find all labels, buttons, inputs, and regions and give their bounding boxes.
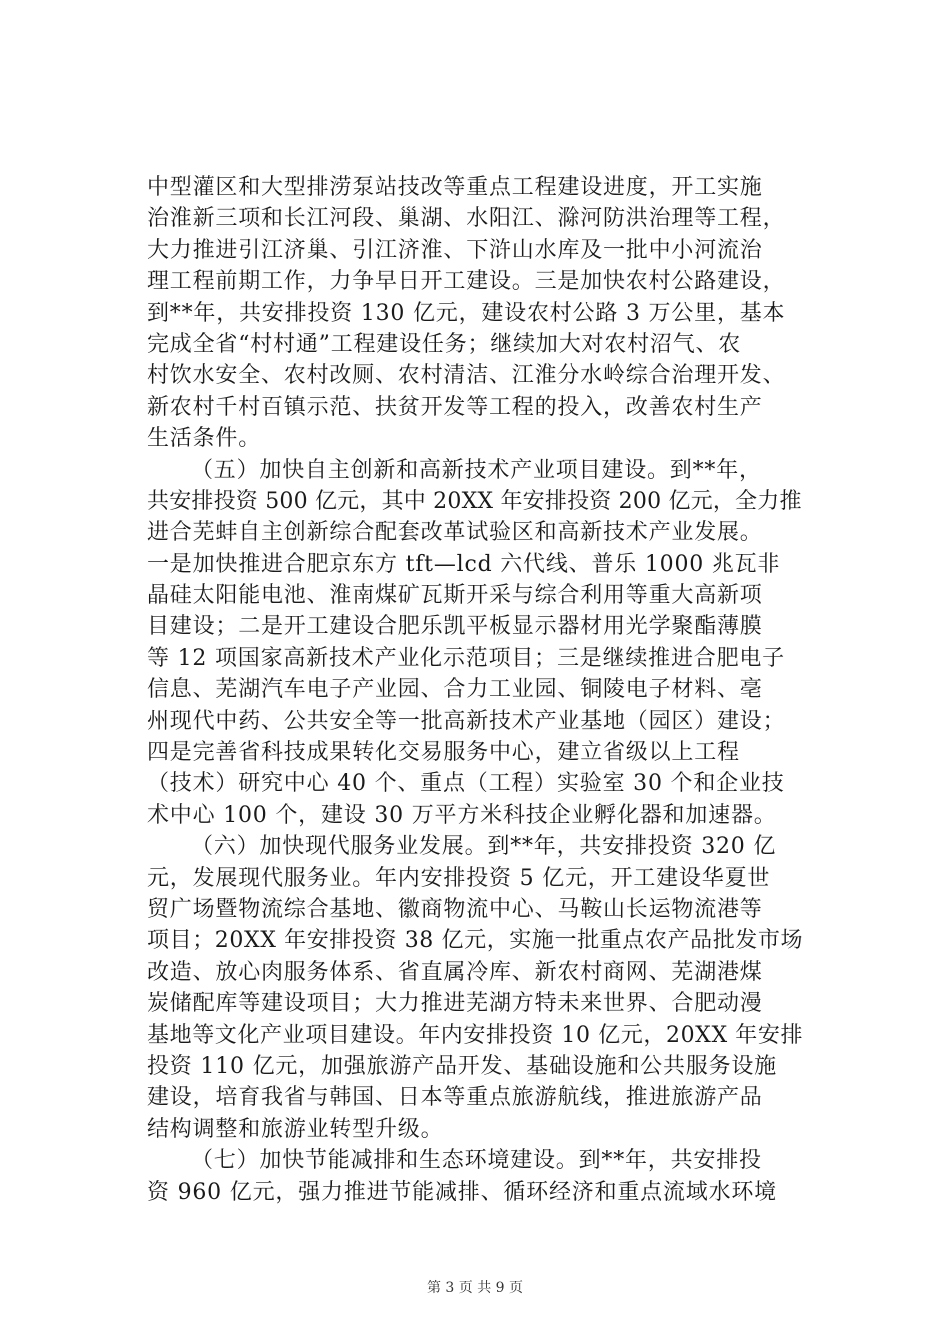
- text-line: 等 12 项国家高新技术产业化示范项目；三是继续推进合肥电子: [147, 645, 785, 671]
- text-line: 治淮新三项和长江河段、巢湖、水阳江、滁河防洪治理等工程，: [147, 206, 786, 232]
- text-line: 进合芜蚌自主创新综合配套改革试验区和高新技术产业发展。: [147, 520, 763, 546]
- text-line: 基地等文化产业项目建设。年内安排投资 10 亿元，20XX 年安排: [147, 1022, 804, 1048]
- paragraph-first-line: （六）加快现代服务业发展。到**年，共安排投资 320 亿: [191, 834, 777, 860]
- text-line: 建设，培育我省与韩国、日本等重点旅游航线，推进旅游产品: [147, 1085, 763, 1111]
- text-line: 目建设；二是开工建设合肥乐凯平板显示器材用光学聚酯薄膜: [147, 614, 763, 640]
- text-line: 四是完善省科技成果转化交易服务中心，建立省级以上工程: [147, 740, 740, 766]
- text-line: 元，发展现代服务业。年内安排投资 5 亿元，开工建设华夏世: [147, 865, 771, 891]
- document-body: [147, 172, 807, 1208]
- text-line: 共安排投资 500 亿元，其中 20XX 年安排投资 200 亿元，全力推: [147, 488, 802, 514]
- text-line: 贸广场暨物流综合基地、徽商物流中心、马鞍山长运物流港等: [147, 896, 763, 922]
- text-line: 晶硅太阳能电池、淮南煤矿瓦斯开采与综合利用等重大高新项: [147, 583, 763, 609]
- text-line: 炭储配库等建设项目；大力推进芜湖方特未来世界、合肥动漫: [147, 991, 763, 1017]
- text-line: 到**年，共安排投资 130 亿元，建设农村公路 3 万公里，基本: [147, 300, 786, 326]
- text-line: 州现代中药、公共安全等一批高新技术产业基地（园区）建设；: [147, 708, 786, 734]
- paragraph-first-line: （五）加快自主创新和高新技术产业项目建设。到**年，: [191, 457, 762, 483]
- text-line: 一是加快推进合肥京东方 tft—lcd 六代线、普乐 1000 兆瓦非: [147, 551, 781, 577]
- text-line: 项目；20XX 年安排投资 38 亿元，实施一批重点农产品批发市场: [147, 928, 804, 954]
- text-line: 理工程前期工作，力争早日开工建设。三是加快农村公路建设，: [147, 269, 786, 295]
- text-line: 完成全省“村村通”工程建设任务；继续加大对农村沼气、农: [147, 331, 742, 357]
- text-line: 改造、放心肉服务体系、省直属冷库、新农村商网、芜湖港煤: [147, 959, 763, 985]
- text-line: 结构调整和旅游业转型升级。: [147, 1116, 444, 1142]
- text-line: 投资 110 亿元，加强旅游产品开发、基础设施和公共服务设施: [147, 1053, 777, 1079]
- text-line: 村饮水安全、农村改厕、农村清洁、江淮分水岭综合治理开发、: [147, 363, 786, 389]
- text-line: 生活条件。: [147, 426, 262, 452]
- text-line: （技术）研究中心 40 个、重点（工程）实验室 30 个和企业技: [147, 771, 785, 797]
- text-line: 大力推进引江济巢、引江济淮、下浒山水库及一批中小河流治: [147, 237, 763, 263]
- page-footer: 第 3 页 共 9 页: [426, 1280, 524, 1296]
- text-line: 新农村千村百镇示范、扶贫开发等工程的投入，改善农村生产: [147, 394, 763, 420]
- text-line: 信息、芜湖汽车电子产业园、合力工业园、铜陵电子材料、亳: [147, 677, 763, 703]
- text-line: 资 960 亿元，强力推进节能减排、循环经济和重点流域水环境: [147, 1179, 777, 1205]
- paragraph-first-line: （七）加快节能减排和生态环境建设。到**年，共安排投: [191, 1148, 762, 1174]
- text-line: 术中心 100 个，建设 30 万平方米科技企业孵化器和加速器。: [147, 802, 777, 828]
- text-line: 中型灌区和大型排涝泵站技改等重点工程建设进度，开工实施: [147, 175, 763, 200]
